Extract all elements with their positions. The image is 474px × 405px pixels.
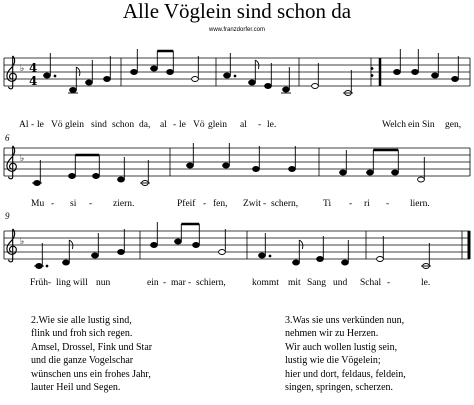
lyric-syllable: - — [258, 120, 262, 130]
verse-2 — [31, 314, 152, 394]
repeat-dot — [371, 74, 374, 77]
lyric-syllable: ein — [408, 120, 420, 130]
verse-line: Wir auch wollen lustig sein, — [285, 341, 398, 353]
lyric-syllable: mar — [171, 278, 186, 288]
lyric-syllable: nun — [96, 278, 111, 288]
lyric-syllable: - — [387, 278, 391, 288]
lyric-syllable: - — [163, 278, 167, 288]
lyric-syllable: ri — [364, 199, 370, 209]
lyric-syllable: - — [51, 199, 55, 209]
lyric-syllable: ziern. — [113, 199, 135, 209]
lyric-syllable: schern, — [271, 199, 299, 209]
lyric-syllable: le. — [267, 120, 277, 130]
lyric-syllable: schiern, — [196, 278, 226, 288]
lyric-syllable: Früh — [30, 278, 48, 288]
staff-system-2 — [4, 133, 470, 209]
lyric-syllable: glein — [65, 120, 84, 130]
lyric-syllable: Sin — [422, 120, 435, 130]
lyric-syllable: le — [179, 120, 186, 130]
lyric-syllable: will — [73, 278, 88, 288]
lyric-syllable: fen, — [213, 199, 228, 209]
lyric-syllable: - — [188, 278, 192, 288]
verse-line: singen, springen, scherzen. — [285, 382, 394, 394]
lyric-syllable: Ti — [323, 199, 332, 209]
verse-line: 2.Wie sie alle lustig sind, — [31, 315, 132, 326]
lyric-syllable: Schal — [360, 278, 382, 288]
lyric-syllable: kommt — [252, 278, 279, 288]
lyric-syllable: - — [203, 199, 207, 209]
verse-line: hier und dort, feldaus, feldein, — [285, 368, 406, 380]
lyric-syllable: sind — [91, 120, 107, 130]
lyric-syllable: - — [173, 120, 177, 130]
lyric-syllable: - — [263, 199, 267, 209]
staff-system-3 — [4, 211, 470, 288]
lyric-syllable: glein — [208, 120, 227, 130]
notes-system-2 — [32, 143, 424, 186]
key-flat-icon: ♭ — [20, 154, 25, 164]
lyric-syllable: Sang — [307, 278, 326, 288]
lyric-syllable: und — [333, 278, 348, 288]
lyric-syllable: Mu — [31, 199, 45, 209]
lyric-syllable: Al — [19, 120, 29, 130]
verse-line: Amsel, Drossel, Fink und Star — [31, 341, 153, 353]
song-title: Alle Vöglein sind schon da — [122, 0, 352, 23]
lyric-syllable: Vö — [193, 120, 205, 130]
source-url: www.franzdorfer.com — [208, 27, 266, 33]
verse-3 — [285, 314, 406, 394]
lyric-syllable: schon — [112, 120, 135, 130]
lyric-syllable: ein — [147, 278, 159, 288]
verse-line: 3.Was sie uns verkünden nun, — [285, 315, 405, 326]
lyric-syllable: - — [349, 199, 353, 209]
staff-system-1 — [4, 49, 470, 130]
lyric-syllable: - — [386, 199, 390, 209]
lyric-syllable: le — [37, 120, 44, 130]
time-sig-bottom: 4 — [29, 74, 38, 88]
verse-line: flink und froh sich regen. — [31, 328, 133, 340]
lyric-syllable: Vö — [51, 120, 63, 130]
lyric-syllable: Pfeif — [177, 199, 196, 209]
lyric-syllable: - — [89, 199, 93, 209]
lyric-syllable: gen, — [445, 120, 462, 130]
verse-line: und die ganze Vogelschar — [31, 355, 134, 367]
lyric-syllable: Zwit — [243, 199, 261, 209]
lyric-syllable: - — [48, 278, 52, 288]
measure-number: 6 — [5, 133, 10, 143]
key-flat-icon: ♭ — [20, 237, 25, 247]
verse-line: nehmen wir zu Herzen. — [285, 328, 379, 340]
verse-line: wünschen uns ein frohes Jahr, — [31, 368, 151, 380]
verse-line: lauter Heil und Segen. — [31, 382, 121, 394]
lyric-syllable: si — [70, 199, 77, 209]
lyric-syllable: Welch — [382, 120, 407, 130]
measure-number: 9 — [5, 211, 10, 221]
lyric-syllable: ling — [56, 278, 71, 288]
verse-line: lustig wie die Vögelein; — [285, 355, 381, 367]
key-flat-icon: ♭ — [20, 64, 25, 74]
lyric-syllable: liern. — [410, 199, 430, 209]
repeat-dot — [371, 67, 374, 70]
lyric-syllable: - — [31, 120, 35, 130]
time-sig-top: 4 — [29, 61, 38, 75]
lyric-syllable: al — [240, 120, 247, 130]
lyric-syllable: da, — [139, 120, 151, 130]
lyric-syllable: al — [160, 120, 167, 130]
lyric-syllable: mit — [288, 278, 301, 288]
lyric-syllable: le. — [421, 278, 431, 288]
